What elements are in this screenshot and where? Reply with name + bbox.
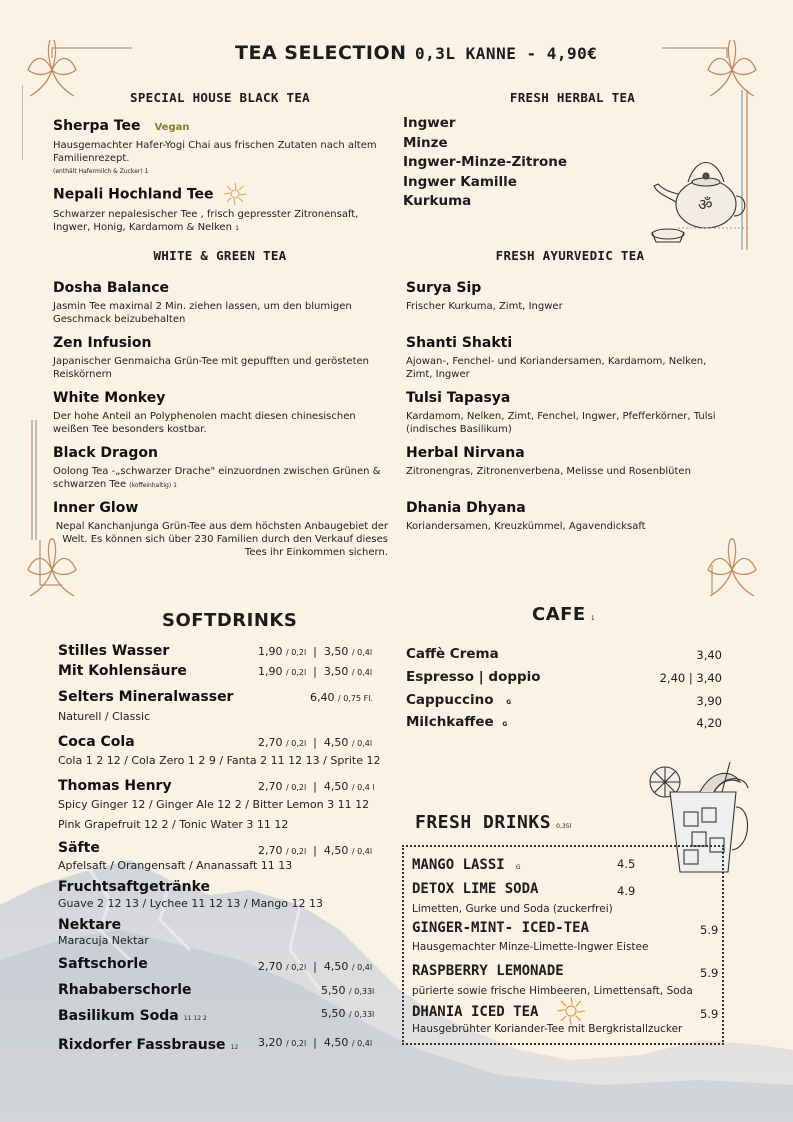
drink-unit: / 0,2l — [286, 847, 307, 856]
drink-price: 1,90 — [258, 665, 283, 678]
drink-sub: Spicy Ginger 12 / Ginger Ale 12 2 / Bitter Lemon 3 11 12 — [58, 798, 370, 811]
drink-unit: / 0,33l — [349, 1010, 375, 1019]
fresh-item-name: DHANIA ICED TEA — [412, 1004, 539, 1020]
herbal-heading: FRESH HERBAL TEA — [509, 90, 636, 105]
item-name: Shanti Shakti — [406, 335, 513, 351]
cafe-note: 1 — [590, 615, 595, 622]
white-green-heading: WHITE & GREEN TEA — [153, 248, 287, 263]
drink-price: 5,50 — [321, 984, 346, 997]
drink-unit: / 0,2l — [286, 648, 307, 657]
item-name: Black Dragon — [53, 445, 158, 461]
drink-sub: Apfelsaft / Orangensaft / Ananassaft 11 13 — [58, 859, 293, 872]
fresh-drinks-title: FRESH DRINKS — [415, 812, 552, 833]
cafe-item-name: Caffè Crema — [406, 646, 499, 662]
vegan-tag: Vegan — [154, 122, 190, 133]
tea-item — [53, 335, 388, 390]
item-name: Herbal Nirvana — [406, 445, 525, 461]
cafe-item-note: G — [506, 699, 512, 706]
tea-item — [406, 445, 726, 500]
drink-unit: / 0,2l — [286, 783, 307, 792]
item-name: Zen Infusion — [53, 335, 152, 351]
drink-price: 6,40 — [310, 691, 335, 704]
herbal-list — [403, 114, 567, 212]
drink-unit: / 0,2l — [286, 1039, 307, 1048]
drink-price: 2,70 — [258, 844, 283, 857]
drink-name: Säfte — [58, 840, 100, 856]
drink-unit: / 0,75 Fl. — [338, 694, 373, 703]
item-name: White Monkey — [53, 390, 166, 406]
fresh-item-desc: Hausgebrühter Koriander-Tee mit Bergkristallzucker — [412, 1023, 683, 1035]
sun-icon — [556, 996, 586, 1026]
cafe-item-price: 3,90 — [696, 694, 722, 708]
drink-unit: / 0,4l — [351, 963, 373, 972]
drink-unit: / 0,4l — [351, 648, 373, 657]
tea-item — [406, 500, 726, 533]
drink-price: 4,50 — [323, 736, 349, 749]
drink-name: Nektare — [58, 917, 122, 933]
tea-item — [53, 390, 388, 445]
cafe-item-note: G — [502, 721, 508, 728]
item-name: Dhania Dhyana — [406, 500, 526, 516]
cafe-item-price: 2,40 | 3,40 — [659, 671, 722, 685]
sun-icon — [223, 182, 247, 206]
herbal-item: Kurkuma — [403, 193, 472, 209]
item-desc: Kardamom, Nelken, Zimt, Fenchel, Ingwer, Pfefferkörner, Tulsi (indisches Basilikum) — [406, 411, 716, 435]
fresh-item-price: 4.5 — [617, 857, 636, 871]
drink-price: 3,50 — [323, 665, 349, 678]
drink-price: 3,50 — [323, 645, 349, 658]
cafe-item-price: 4,20 — [696, 716, 722, 730]
drink-note: 12 — [230, 1044, 239, 1051]
svg-text:ॐ: ॐ — [698, 195, 713, 214]
drink-unit: / 0,2l — [286, 963, 307, 972]
drink-unit: / 0,4l — [351, 1039, 373, 1048]
herbal-item: Ingwer-Minze-Zitrone — [403, 154, 568, 170]
fresh-item-desc: Hausgemachter Minze-Limette-Ingwer Eistee — [412, 941, 649, 953]
tea-item — [53, 182, 383, 235]
fresh-item-name: RASPBERRY LEMONADE — [412, 963, 564, 979]
drink-sub: Cola 1 2 12 / Cola Zero 1 2 9 / Fanta 2 11 12 13 / Sprite 12 — [58, 754, 381, 767]
item-note: 1 — [235, 225, 239, 232]
tea-title: TEA SELECTION — [235, 42, 407, 64]
item-desc: Japanischer Genmaicha Grün-Tee mit gepufften und gerösteten Reiskörnern — [53, 356, 369, 380]
item-name: Inner Glow — [53, 500, 139, 516]
drink-unit: / 0,4l — [351, 739, 373, 748]
item-desc: Ajowan-, Fenchel- und Koriandersamen, Kardamom, Nelken, Zimt, Ingwer — [406, 356, 707, 380]
item-note: (enthält Hafermilch & Zucker) 1 — [53, 168, 149, 175]
drink-name: Thomas Henry — [58, 778, 172, 794]
fresh-item-note: G — [515, 864, 521, 871]
drink-name: Fruchtsaftgetränke — [58, 879, 211, 895]
tea-item — [53, 280, 388, 335]
fresh-item-price: 5.9 — [700, 1007, 719, 1021]
item-desc: Jasmin Tee maximal 2 Min. ziehen lassen, um den blumigen Geschmack beizubehalten — [53, 301, 352, 325]
fresh-item-name: DETOX LIME SODA — [412, 881, 539, 897]
cafe-item-name: Milchkaffee — [406, 714, 494, 730]
cafe-item-name: Cappuccino — [406, 692, 494, 708]
fresh-item-price: 5.9 — [700, 966, 719, 980]
drink-name: Selters Mineralwasser — [58, 689, 234, 705]
herbal-item: Minze — [403, 134, 448, 151]
item-name: Tulsi Tapasya — [406, 390, 511, 406]
item-desc: Schwarzer nepalesischer Tee , frisch gepresster Zitronensaft, Ingwer, Honig, Kardamom & Nelken — [53, 209, 359, 233]
item-desc: Der hohe Anteil an Polyphenolen macht diesen chinesischen weißen Tee besonders kostbar. — [53, 411, 356, 435]
item-desc: Koriandersamen, Kreuzkümmel, Agavendicksaft — [406, 521, 646, 532]
tea-item — [53, 445, 388, 500]
drink-price: 4,50 — [323, 844, 349, 857]
ayurvedic-list — [406, 280, 726, 533]
fresh-item-desc: pürierte sowie frische Himbeeren, Limettensaft, Soda — [412, 985, 693, 997]
drink-price: 2,70 — [258, 960, 283, 973]
cafe-title: CAFE — [532, 604, 586, 625]
drink-price: 4,50 — [323, 780, 349, 793]
drink-name: Mit Kohlensäure — [58, 663, 187, 679]
drink-name: Rhababerschorle — [58, 982, 192, 998]
drink-unit: / 0,2l — [286, 739, 307, 748]
menu-page: TEA SELECTION 0,3L KANNE - 4,90€ SPECIAL HOUSE BLACK TEA Sherpa Tee Vegan Hausgemachter Hafer-Yogi Chai aus frischen Zutaten nach altem Familienrezept. (enthält Hafermilch & Zucker) 1 Nepali Hochland Tee Schwarzer nepalesischer Tee , frisch gepresster Zitronensaft, Ingwer, Honig, Kardamom & Nelken 1 FRESH HERBAL TEA Ingwer Minze Ingwer-Minze-Zitrone Ingwer Kamille Kurkuma ॐ WHITE & GREEN TEA Dosha Balance Jasmin Tee maximal 2 Min. ziehen lassen, um den blumigen Geschmack beizubehalten Zen Infusion Japanischer Genmaicha Grün-Tee mit gepufften und gerösteten Reiskörnern White Monkey Der hohe Anteil an Polyphenolen macht diesen chinesischen weißen Tee besonders kostbar. Black Dragon Oolong Tea -„schwarzer Drache" einzuordnen zwischen Grünen & schwarzen Tee (koffeinhaltig) 1 Inner Glow Nepal Kanchanjunga Grün-Tee aus dem höchsten Anbaugebiet der Welt. Es können sich über 230 Familien durch den Verkauf dieses Tees ihr Einkommen sichern. FRESH AYURVEDIC TEA Surya Sip Frischer Kurkuma, Zimt, Ingwer Shanti Shakti Ajowan-, Fenchel- und Koriandersamen, Kardamom, Nelken, Zimt, Ingwer Tulsi Tapasya Kardamom, Nelken, Zimt, Fenchel, Ingwer, Pfefferkörner, Tulsi (indisches Basilikum) Herbal Nirvana Zitronengras, Zitronenverbena, Melisse und Rosenblüten Dhania Dhyana Koriandersamen, Kreuzkümmel, Agavendicksaft SOFTDRINKS Stilles Wasser 1,90 / 0,2l | 3,50 / 0,4l Mit Kohlensäure 1,90 / 0,2l | 3,50 / 0,4l Selters Mineralwasser 6,40 / 0,75 Fl. Naturell / Classic Coca Cola 2,70 / 0,2l | 4,50 / 0,4l Cola 1 2 12 / Cola Zero 1 2 9 / Fanta 2 11 12 13 / Sprite 12 Thomas Henry 2,70 / 0,2l | 4,50 / 0,4 l Spicy Ginger 12 / Ginger Ale 12 2 / Bitter Lemon 3 11 12 Pink Grapefruit 12 2 / Tonic Water 3 11 12 Säfte 2,70 / 0,2l | 4,50 / 0,4l Apfelsaft / Orangensaft / Ananassaft 11 13 Fruchtsaftgetränke Guave 2 12 13 / Lychee 11 12 13 / Mango 12 13 Nektare Maracuja Nektar Saftschorle 2,70 / 0,2l | 4,50 / 0,4l Rhababerschorle 5,50 / 0,33l Basilikum Soda 11 12 2 5,50 / 0,33l Rixdorfer Fassbrause 12 3,20 / 0,2l | 4,50 / 0,4l CAFE 1 Caffè Crema 3,40 Espresso | doppio 2,40 | 3,40 Cappuccino G 3,90 Milchkaffee G 4,20 FRESH DRINKS 0,35l MANGO LASSI G 4.5 DETOX LIME SODA 4.9 Limetten, Gurke und Soda (zuckerfrei) GINGER-MINT- ICED-TEA 5.9 Hausgemachter Minze-Limette-Ingwer Eistee RASPBERRY LEMONADE 5.9 pürierte sowie frische Himbeeren, Limettensaft, Soda DHANIA ICED TEA 5.9 Hausgebrühter Koriander-Tee mit Bergkristallzucker — [0, 0, 793, 1122]
white-green-list — [53, 280, 388, 559]
item-desc: Frischer Kurkuma, Zimt, Ingwer — [406, 301, 563, 312]
drink-price: 3,20 — [258, 1036, 283, 1049]
drink-sub: Naturell / Classic — [58, 710, 151, 723]
drink-unit: / 0,4l — [351, 847, 373, 856]
item-name: Surya Sip — [406, 280, 482, 296]
item-name: Sherpa Tee — [53, 118, 141, 134]
item-desc: Nepal Kanchanjunga Grün-Tee aus dem höchsten Anbaugebiet der Welt. Es können sich über 230 Familien durch den Verkauf dieses Tees ihr Einkommen sichern. — [55, 521, 388, 558]
drink-sub: Maracuja Nektar — [58, 934, 149, 947]
teapot-illustration — [648, 146, 758, 246]
cafe-item-price: 3,40 — [696, 648, 722, 662]
fresh-item-name: MANGO LASSI — [412, 857, 505, 873]
item-name: Dosha Balance — [53, 280, 169, 296]
item-desc: Oolong Tea -„schwarzer Drache" einzuordnen zwischen Grünen & schwarzen Tee — [53, 466, 381, 490]
drink-price: 2,70 — [258, 780, 283, 793]
drink-unit: / 0,2l — [286, 668, 307, 677]
drink-sub: Guave 2 12 13 / Lychee 11 12 13 / Mango 12 13 — [58, 897, 323, 910]
drink-sub: Pink Grapefruit 12 2 / Tonic Water 3 11 12 — [58, 818, 289, 831]
house-black-list — [53, 115, 383, 235]
fresh-item-desc: Limetten, Gurke und Soda (zuckerfrei) — [412, 903, 613, 915]
fresh-item-price: 5.9 — [700, 923, 719, 937]
drink-name: Stilles Wasser — [58, 643, 170, 659]
fresh-drinks-note: 0,35l — [556, 823, 572, 830]
house-black-heading: SPECIAL HOUSE BLACK TEA — [130, 90, 310, 105]
ayurvedic-heading: FRESH AYURVEDIC TEA — [495, 248, 645, 263]
drink-note: 11 12 2 — [183, 1015, 207, 1022]
drink-name: Basilikum Soda — [58, 1008, 179, 1024]
drink-name: Rixdorfer Fassbrause — [58, 1037, 226, 1053]
drink-name: Saftschorle — [58, 956, 148, 972]
tea-item — [406, 390, 726, 445]
item-desc: Zitronengras, Zitronenverbena, Melisse und Rosenblüten — [406, 466, 691, 477]
fresh-item-price: 4.9 — [617, 884, 636, 898]
tea-price-label: 0,3L KANNE - 4,90€ — [415, 44, 598, 63]
drink-price: 1,90 — [258, 645, 283, 658]
item-note: (koffeinhaltig) 1 — [129, 482, 177, 489]
drink-price: 5,50 — [321, 1007, 346, 1020]
tea-item — [406, 335, 726, 390]
drink-name: Coca Cola — [58, 734, 135, 750]
tea-item — [53, 115, 383, 175]
cafe-item-name: Espresso | doppio — [406, 669, 541, 685]
drink-price: 2,70 — [258, 736, 283, 749]
herbal-item: Ingwer — [403, 115, 456, 131]
herbal-item: Ingwer Kamille — [403, 173, 517, 190]
drink-unit: / 0,4l — [351, 668, 373, 677]
item-name: Nepali Hochland Tee — [53, 186, 214, 203]
tea-item — [406, 280, 726, 335]
drink-price: 4,50 — [323, 960, 349, 973]
drink-price: 4,50 — [323, 1036, 349, 1049]
item-desc: Hausgemachter Hafer-Yogi Chai aus frischen Zutaten nach altem Familienrezept. — [53, 140, 377, 164]
drink-unit: / 0,4 l — [351, 783, 375, 792]
softdrinks-title: SOFTDRINKS — [162, 610, 298, 631]
tea-item — [53, 500, 388, 559]
drink-unit: / 0,33l — [349, 987, 375, 996]
fresh-item-name: GINGER-MINT- ICED-TEA — [412, 920, 590, 936]
